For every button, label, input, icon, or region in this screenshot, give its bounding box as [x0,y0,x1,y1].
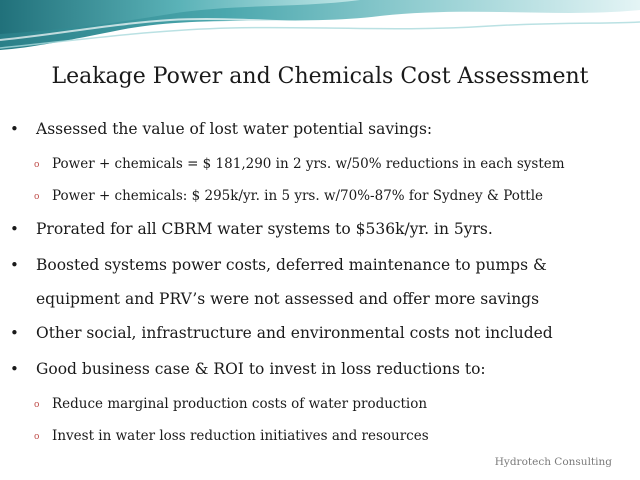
footer-company: Hydrotech Consulting [494,456,612,468]
sub-bullet-text: Invest in water loss reduction initiatives and resources [52,428,429,444]
slide-title: Leakage Power and Chemicals Cost Assessment [51,64,589,89]
header-wave-banner [0,0,640,56]
bullet-dot: • [10,324,19,342]
sub-bullet-text: Power + chemicals = $ 181,290 in 2 yrs. w/50% reductions in each system [52,156,565,172]
bullet-text: Assessed the value of lost water potential savings: [36,120,433,138]
sub-bullet-text: Reduce marginal production costs of water production [52,396,428,412]
bullet-dot: • [10,220,19,238]
bullet-text: Other social, infrastructure and environmental costs not included [36,324,553,342]
sub-bullet-marker: o [34,160,40,170]
sub-bullet-text: Power + chemicals: $ 295k/yr. in 5 yrs. w/70%-87% for Sydney & Pottle [52,188,544,204]
sub-bullet-marker: o [34,400,40,410]
bullet-text: Boosted systems power costs, deferred maintenance to pumps & [36,256,547,274]
sub-bullet-marker: o [34,432,40,442]
bullet-text: equipment and PRV’s were not assessed and offer more savings [36,290,540,308]
sub-bullet-marker: o [34,192,40,202]
bullet-text: Good business case & ROI to invest in loss reductions to: [36,360,486,378]
bullet-dot: • [10,256,19,274]
bullet-dot: • [10,120,19,138]
bullet-dot: • [10,360,19,378]
bullet-text: Prorated for all CBRM water systems to $536k/yr. in 5yrs. [36,220,493,238]
